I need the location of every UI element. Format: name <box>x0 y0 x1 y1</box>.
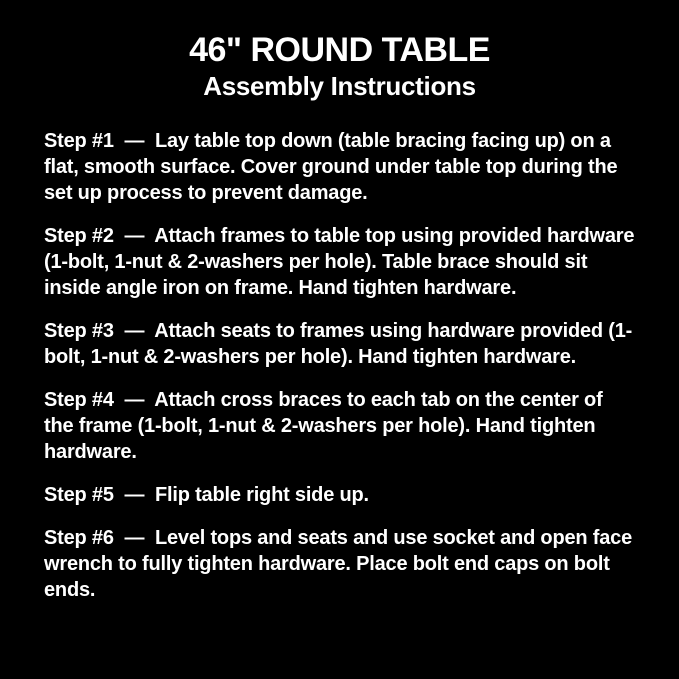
steps-list <box>0 128 679 603</box>
step-6: Step #6 — Level tops and seats and use socket and open face wrench to fully tighten hardware. Place bolt end caps on bolt ends. <box>44 527 638 601</box>
step-3: Step #3 — Attach seats to frames using hardware provided (1-bolt, 1-nut & 2-washers per hole). Hand tighten hardware. <box>44 320 633 368</box>
step-4: Step #4 — Attach cross braces to each tab on the center of the frame (1-bolt, 1-nut & 2-washers per hole). Hand tighten hardware. <box>44 389 608 463</box>
header <box>0 30 679 102</box>
step-5: Step #5 — Flip table right side up. <box>44 484 369 506</box>
page-title: 46" ROUND TABLE <box>189 31 490 69</box>
step-1: Step #1 — Lay table top down (table bracing facing up) on a flat, smooth surface. Cover ground under table top during the set up process to prevent damage. <box>44 130 623 204</box>
step-2: Step #2 — Attach frames to table top using provided hardware (1-bolt, 1-nut & 2-washers per hole). Table brace should sit inside angle iron on frame. Hand tighten hardware. <box>44 225 640 299</box>
page-subtitle: Assembly Instructions <box>203 71 476 101</box>
